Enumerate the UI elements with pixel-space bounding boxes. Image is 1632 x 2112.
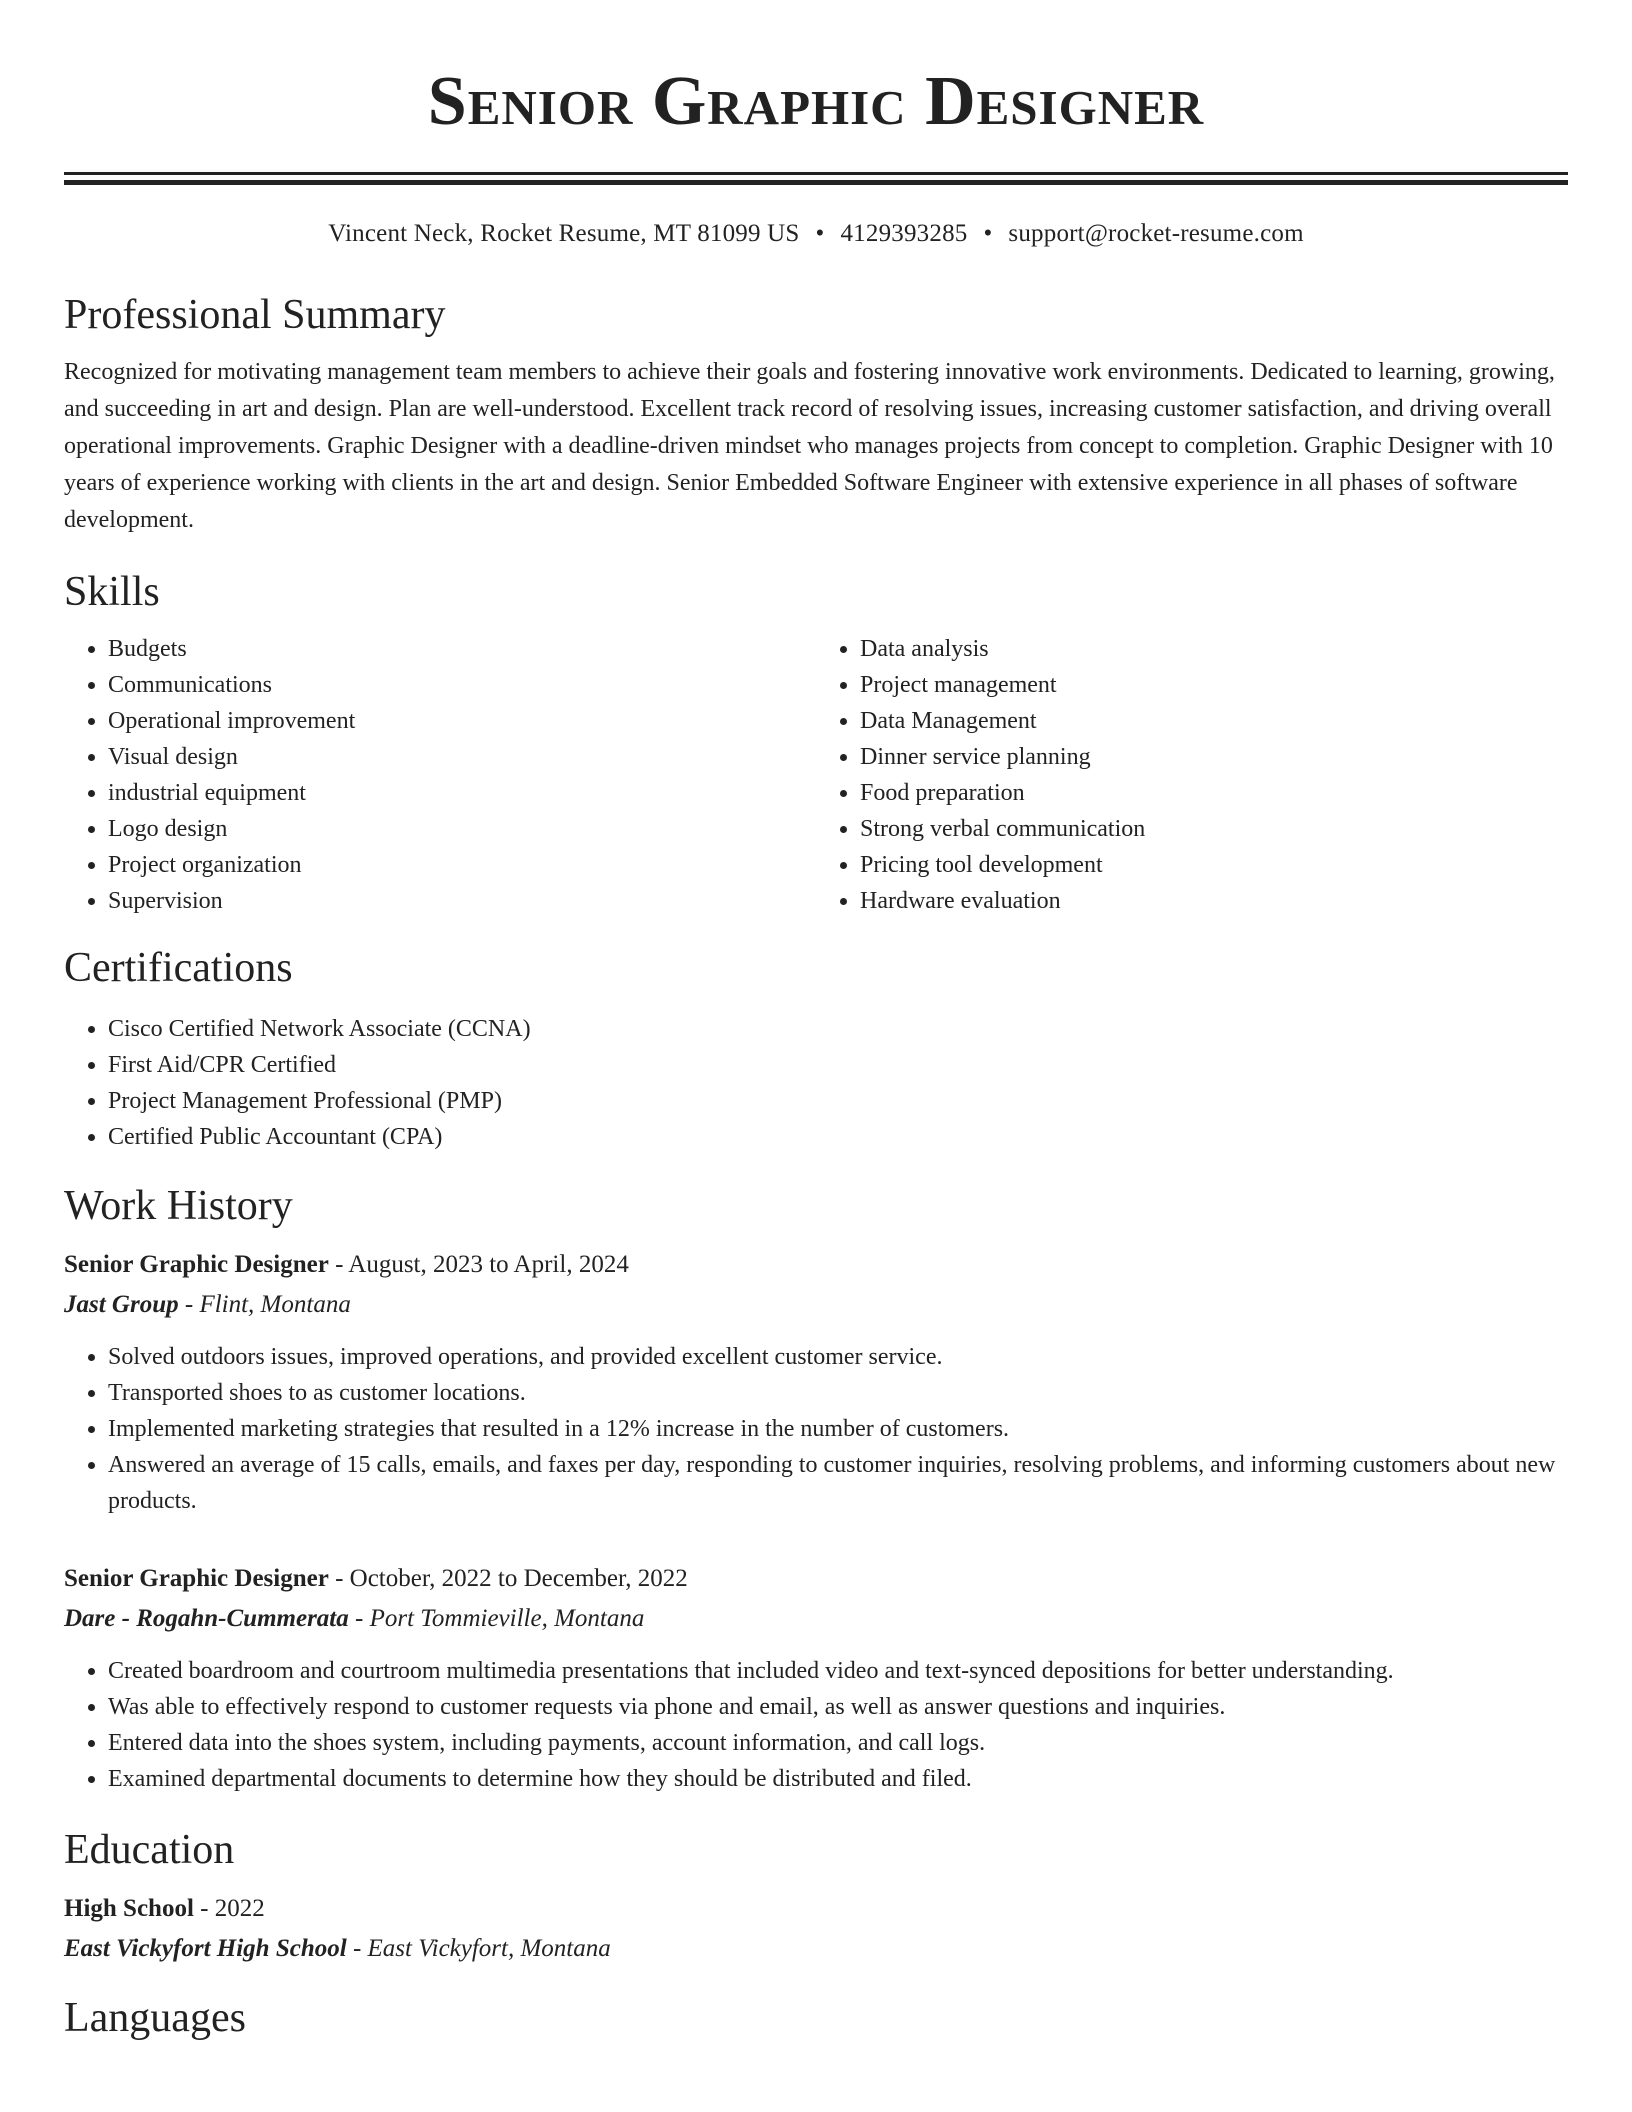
job-title: Senior Graphic Designer [64, 1251, 329, 1278]
skill-item: • Budgets [108, 631, 816, 667]
education-location: - East Vickyfort, Montana [346, 1935, 611, 1962]
page-title: Senior Graphic Designer [427, 63, 1205, 140]
education-school: East Vickyfort High School [64, 1935, 347, 1962]
contact-address: Vincent Neck, Rocket Resume, MT 81099 US [328, 220, 800, 247]
job-bullets [64, 1339, 1568, 1519]
job-company: Dare - Rogahn-Cummerata [64, 1605, 349, 1632]
certification-item: • Certified Public Accountant (CPA) [108, 1119, 1568, 1155]
skills-heading: Skills [64, 569, 160, 615]
contact-phone: 4129393285 [840, 220, 968, 247]
job-dates: - August, 2023 to April, 2024 [328, 1251, 629, 1278]
contact-separator: • [815, 220, 825, 247]
skill-item: • Hardware evaluation [860, 883, 1568, 919]
job-bullet: • Created boardroom and courtroom multimedia presentations that included video and text-synced depositions for better understanding. [108, 1653, 1568, 1689]
job-title: Senior Graphic Designer [64, 1565, 329, 1592]
skills-list-left [64, 631, 816, 919]
contact-line [64, 218, 1568, 250]
job-title-line [64, 1559, 1568, 1599]
summary-text: Recognized for motivating management team members to achieve their goals and fostering innovative work environments. Dedicated to learning, growing, and succeeding in art and design. Plan are well-understood. Excellent track record of resolving issues, increasing customer satisfaction, and driving overall operational improvements. Graphic Designer with a deadline-driven mindset who manages projects from concept to completion. Graphic Designer with 10 years of experience working with clients in the art and design. Senior Embedded Software Engineer with extensive experience in all phases of software development. [64, 359, 1555, 533]
languages-heading: Languages [64, 1995, 246, 2041]
certification-item: • Project Management Professional (PMP) [108, 1083, 1568, 1119]
education-school-line [64, 1929, 1568, 1969]
skill-item: • Logo design [108, 811, 816, 847]
contact-separator: • [983, 220, 993, 247]
education-degree: High School [64, 1895, 194, 1922]
job-entry [64, 1559, 1568, 1797]
work-history-heading: Work History [64, 1183, 293, 1229]
job-company-line [64, 1599, 1568, 1639]
title-divider [64, 172, 1568, 185]
skill-item: • Project management [860, 667, 1568, 703]
job-bullet: • Transported shoes to as customer locations. [108, 1375, 1568, 1411]
skill-item: • Strong verbal communication [860, 811, 1568, 847]
certifications-list [64, 1011, 1568, 1155]
education-heading: Education [64, 1827, 235, 1873]
job-bullet: • Was able to effectively respond to customer requests via phone and email, as well as answer questions and inquiries. [108, 1689, 1568, 1725]
contact-email: support@rocket-resume.com [1008, 220, 1304, 247]
skill-item: • Visual design [108, 739, 816, 775]
certification-item: • First Aid/CPR Certified [108, 1047, 1568, 1083]
education-degree-line [64, 1889, 1568, 1929]
summary-heading: Professional Summary [64, 292, 446, 338]
job-location: - Flint, Montana [178, 1291, 351, 1318]
job-dates: - October, 2022 to December, 2022 [328, 1565, 688, 1592]
skill-item: • Operational improvement [108, 703, 816, 739]
job-bullets [64, 1653, 1568, 1797]
job-company-line [64, 1285, 1568, 1325]
skills-columns [64, 631, 1568, 919]
job-bullet: • Solved outdoors issues, improved operations, and provided excellent customer service. [108, 1339, 1568, 1375]
skill-item: • Food preparation [860, 775, 1568, 811]
job-bullet: • Examined departmental documents to determine how they should be distributed and filed. [108, 1761, 1568, 1797]
job-bullet: • Implemented marketing strategies that resulted in a 12% increase in the number of customers. [108, 1411, 1568, 1447]
skill-item: • Project organization [108, 847, 816, 883]
job-location: - Port Tommieville, Montana [348, 1605, 645, 1632]
job-bullet: • Answered an average of 15 calls, emails, and faxes per day, responding to customer inquiries, resolving problems, and informing customers about new products. [108, 1447, 1568, 1519]
skill-item: • industrial equipment [108, 775, 816, 811]
certifications-heading: Certifications [64, 945, 293, 991]
skill-item: • Pricing tool development [860, 847, 1568, 883]
job-bullet: • Entered data into the shoes system, including payments, account information, and call logs. [108, 1725, 1568, 1761]
job-entry [64, 1245, 1568, 1519]
skill-item: • Communications [108, 667, 816, 703]
job-company: Jast Group [64, 1291, 179, 1318]
education-entry [64, 1889, 1568, 1969]
job-title-line [64, 1245, 1568, 1285]
skills-list-right [816, 631, 1568, 919]
skill-item: • Dinner service planning [860, 739, 1568, 775]
skill-item: • Data analysis [860, 631, 1568, 667]
skill-item: • Supervision [108, 883, 816, 919]
certification-item: • Cisco Certified Network Associate (CCNA) [108, 1011, 1568, 1047]
skill-item: • Data Management [860, 703, 1568, 739]
education-year: - 2022 [193, 1895, 265, 1922]
